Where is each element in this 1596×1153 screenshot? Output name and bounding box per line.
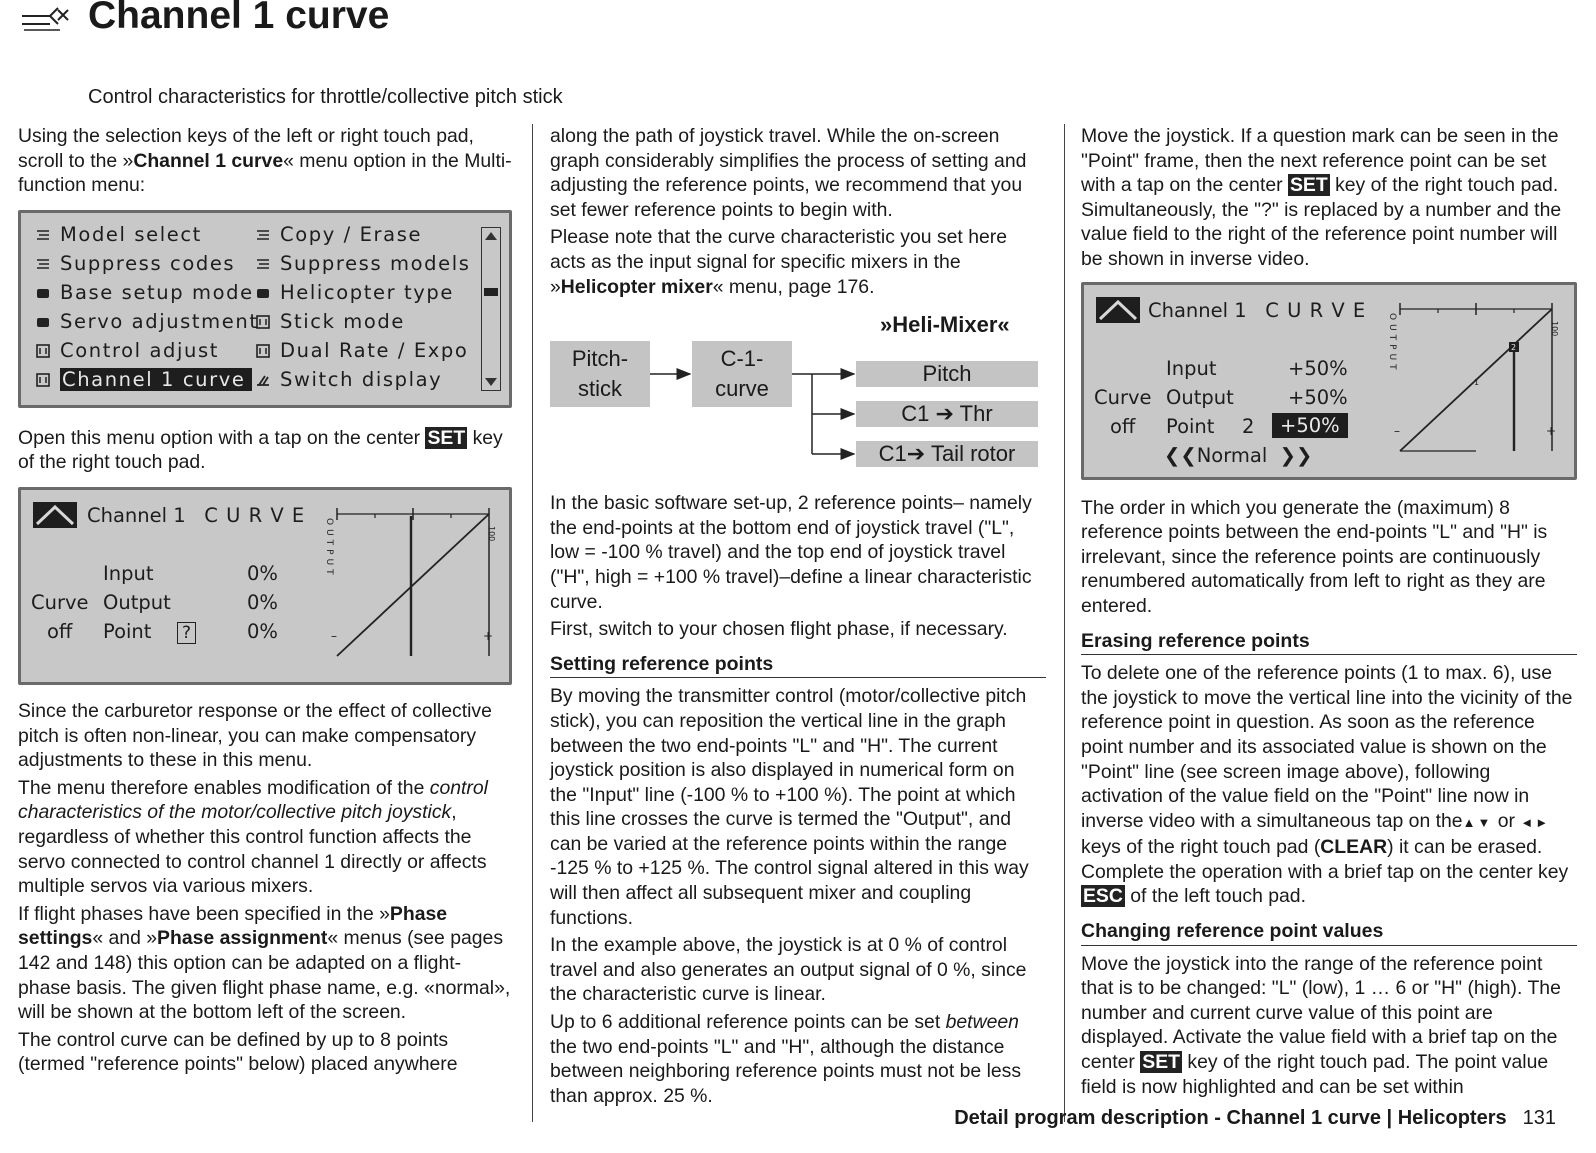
curve-status[interactable]: off <box>47 619 73 643</box>
menu-item-helicopter-type[interactable]: Helicopter type <box>255 279 454 307</box>
menu-item-servo-adjustment[interactable]: Servo adjustment <box>35 308 259 336</box>
reference-point-1: 1 <box>1474 377 1480 387</box>
menu-item-control-adjust[interactable]: Control adjust <box>35 337 219 365</box>
scrollbar-thumb <box>484 288 498 296</box>
switch-icon <box>255 373 271 387</box>
scroll-up-icon <box>485 232 497 240</box>
menu-item-suppress-codes[interactable]: Suppress codes <box>35 250 235 278</box>
paragraph: along the path of joystick travel. While the on-screen graph considerably simplifies the process of setting and adjusting the reference points, we recommend that you set fewer reference points to begin with. <box>550 125 1027 221</box>
channel-1-curve-screen-initial <box>18 487 512 685</box>
list-icon <box>35 257 51 271</box>
input-label: Input <box>103 561 154 585</box>
back-icon <box>1096 297 1140 323</box>
stick-icon <box>35 344 51 358</box>
flight-phase: ❮❮Normal ❯❯ <box>1164 443 1313 467</box>
list-icon <box>255 257 271 271</box>
paragraph: The order in which you generate the (maximum) 8 reference points between the end-points "L" and "H" is irrelevant, since the reference points are continuously renumbered automatically from left to right as they are entered. <box>1081 496 1548 617</box>
stick-icon <box>255 344 271 358</box>
curve-label: Curve <box>31 590 89 614</box>
paragraph: Move the joystick into the range of the reference point that is to be changed: "L" (low), 1 … 6 or "H" (high). The number and current curve value of this point are displayed. Activate the value field with a brief tap on the center SET key of the right touch pad. The point value field is now highlighted and can be set within <box>1081 952 1561 1098</box>
diagram-title: »Heli-Mixer« <box>880 312 1010 338</box>
model-icon <box>35 315 51 329</box>
svg-text:–: – <box>1394 423 1400 438</box>
point-label: Point <box>1166 414 1215 438</box>
paragraph: Up to 6 additional reference points can be set between the two end-points "L" and "H", although the distance between neighboring reference points must not be less than approx. 25 %. <box>550 1011 1022 1107</box>
column-3 <box>1081 124 1577 1102</box>
multifunction-menu-screen <box>18 210 512 408</box>
set-key: SET <box>1142 1051 1180 1074</box>
stick-icon <box>255 315 271 329</box>
point-number: 2 <box>1242 414 1255 438</box>
point-value[interactable]: 0% <box>247 619 278 643</box>
set-key: SET <box>1289 174 1328 197</box>
tail-rotor-output-box: C1➔ Tail rotor <box>856 441 1038 467</box>
menu-item-suppress-models[interactable]: Suppress models <box>255 250 470 278</box>
menu-scrollbar[interactable] <box>481 227 501 391</box>
left-right-arrows-icon: ◄► <box>1520 814 1551 830</box>
point-label: Point <box>103 619 152 643</box>
pitch-output-box: Pitch <box>856 361 1038 387</box>
paragraph: Please note that the curve characteristic you set here acts as the input signal for specific mixers in the »Helicopter mixer« menu, page 176. <box>550 226 1008 298</box>
menu-item-stick-mode[interactable]: Stick mode <box>255 308 405 336</box>
paragraph: The menu therefore enables modification of the control characteristics of the motor/collective pitch joystick, regardless of whether this control function affects the servo connected to control channel 1 directly or affects multiple servos via various mixers. <box>18 776 488 898</box>
set-key: SET <box>427 426 466 449</box>
input-value: +50% <box>1288 356 1348 380</box>
section-heading: Changing reference point values <box>1081 919 1577 946</box>
output-axis-label: OUTPUT <box>1387 312 1397 374</box>
menu-item-model-select[interactable]: Model select <box>35 221 202 249</box>
menu-item-base-setup-mode[interactable]: Base setup mode <box>35 279 254 307</box>
menu-item-switch-display[interactable]: Switch display <box>255 366 442 394</box>
svg-text:+: + <box>483 628 494 643</box>
menu-item-copy-erase[interactable]: Copy / Erase <box>255 221 422 249</box>
page-title: Channel 1 curve <box>88 0 390 37</box>
svg-text:–: – <box>331 628 337 643</box>
paragraph: The control curve can be defined by up to 8 points (termed "reference points" below) placed anywhere <box>18 1028 458 1076</box>
output-label: Output <box>103 590 171 614</box>
thr-output-box: C1 ➔ Thr <box>856 401 1038 427</box>
list-icon <box>255 228 271 242</box>
curve-label: Curve <box>1094 385 1152 409</box>
model-icon <box>255 286 271 300</box>
menu-item-dual-rate-expo[interactable]: Dual Rate / Expo <box>255 337 468 365</box>
back-icon <box>33 502 77 528</box>
channel-1-curve-screen-point-2 <box>1081 282 1577 480</box>
paragraph: In the basic software set-up, 2 reference points– namely the end-points at the bottom end of joystick travel ("L", low = -100 % travel) and the top end of joystick travel ("H", high = +100 % travel)–define a linear characteristic curve. <box>550 492 1032 613</box>
chevron-left-icon: ❮❮ <box>1164 443 1197 467</box>
list-icon <box>35 228 51 242</box>
page-header <box>20 0 580 40</box>
page-footer <box>954 1107 1556 1130</box>
output-axis-label: OUTPUT <box>324 517 334 579</box>
section-heading: Setting reference points <box>550 652 1046 679</box>
menu-item-channel-1-curve[interactable]: Channel 1 curve <box>35 366 252 394</box>
input-value: 0% <box>247 561 278 585</box>
curve-graph <box>1382 299 1566 467</box>
output-label: Output <box>1166 385 1234 409</box>
chevron-right-icon: ❯❯ <box>1279 443 1313 467</box>
pitch-stick-box: Pitch- stick <box>550 341 650 407</box>
heli-mixer-diagram <box>550 312 1046 475</box>
curve-status[interactable]: off <box>1110 414 1136 438</box>
paragraph: In the example above, the joystick is at 0 % of control travel and also generates an output signal of 0 %, since the characteristic curve is linear. <box>550 934 1027 1006</box>
column-divider <box>532 124 533 1122</box>
up-down-arrows-icon: ▲▼ <box>1462 814 1493 830</box>
screen-title: Channel 1 C U R V E <box>87 503 306 527</box>
model-icon <box>35 286 51 300</box>
c1-curve-box: C-1- curve <box>692 341 792 407</box>
point-value-inverse[interactable]: +50% <box>1272 414 1348 439</box>
page-number: 131 <box>1522 1107 1556 1129</box>
scroll-down-icon <box>485 378 497 386</box>
column-1 <box>18 124 512 1080</box>
point-number[interactable]: ? <box>177 620 196 646</box>
column-divider <box>1064 124 1065 1122</box>
stick-icon <box>35 373 51 387</box>
max-label: 100 <box>487 525 496 542</box>
paragraph: To delete one of the reference points (1 to max. 6), use the joystick to move the vertical line into the vicinity of the reference point in question. As soon as the reference point number and its associated value is shown on the "Point" line (see screen image above), following activation of the value field on the "Point" line now in inverse video with a simultaneous tap on the▲▼ or ◄► keys of the right touch pad (CLEAR) it can be erased. Complete the operation with a brief tap on the center key ESC of the left touch pad. <box>1081 662 1573 908</box>
section-heading: Erasing reference points <box>1081 629 1577 656</box>
input-label: Input <box>1166 356 1217 380</box>
footer-text: Detail program description - Channel 1 curve | Helicopters <box>954 1107 1507 1129</box>
column-2 <box>550 124 1046 1111</box>
paragraph: By moving the transmitter control (motor/collective pitch stick), you can reposition the vertical line in the graph between the two end-points "L" and "H". The current joystick position is also displayed in numerical form on the "Input" line (-100 % to +100 %). The point at which this line crosses the curve is termed the "Output", and can be varied at the reference points within the range -125 % to +125 %. The control signal altered in this way will then affect all subsequent mixer and coupling functions. <box>550 685 1029 929</box>
max-label: 100 <box>1550 320 1559 336</box>
paragraph: If flight phases have been specified in the »Phase settings« and »Phase assignment« menus (see pages 142 and 148) this option can be adapted on a flight-phase basis. The given flight phase name, e.g. «normal», will be shown at the bottom left of the screen. <box>18 902 511 1024</box>
curve-graph <box>319 504 503 672</box>
paragraph: Using the selection keys of the left or right touch pad, scroll to the »Channel 1 curve« menu option in the Multi-function menu: <box>18 125 512 197</box>
svg-text:+: + <box>1546 423 1557 438</box>
curve-line <box>337 514 489 656</box>
screen-title: Channel 1 C U R V E <box>1148 298 1367 322</box>
paragraph: First, switch to your chosen flight phase, if necessary. <box>550 618 1008 641</box>
output-value: +50% <box>1288 385 1348 409</box>
svg-text:2: 2 <box>1511 342 1517 352</box>
page-subtitle: Control characteristics for throttle/collective pitch stick <box>88 86 563 108</box>
esc-key: ESC <box>1083 885 1123 908</box>
transmitter-icon <box>20 2 72 34</box>
paragraph: Move the joystick. If a question mark can be seen in the "Point" frame, then the next reference point can be set with a tap on the center SET key of the right touch pad. Simultaneously, the "?" is replaced by a number and the value field to the right of the reference point number will be shown in inverse video. <box>1081 125 1562 270</box>
diagram-connectors <box>550 315 870 475</box>
output-value: 0% <box>247 590 278 614</box>
paragraph: Since the carburetor response or the effect of collective pitch is often non-linear, you can make compensatory adjustments to these in this menu. <box>18 699 492 772</box>
paragraph: Open this menu option with a tap on the center SET key of the right touch pad. <box>18 426 503 474</box>
